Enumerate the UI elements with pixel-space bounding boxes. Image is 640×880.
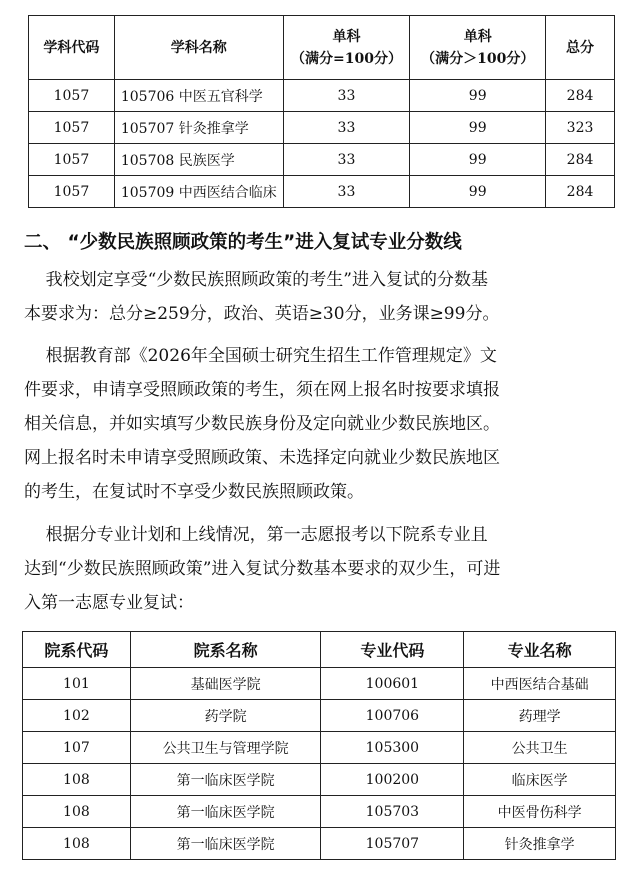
cell-single-100: 33 — [283, 80, 410, 112]
cell-total: 284 — [546, 144, 615, 176]
cell-dept-code: 108 — [23, 796, 131, 828]
section-heading: 二、 “少数民族照顾政策的考生”进入复试专业分数线 — [24, 232, 462, 253]
paragraph-line: 我校划定享受“少数民族照顾政策的考生”进入复试的分数基 — [24, 270, 488, 290]
cell-single-100: 33 — [283, 176, 410, 208]
cell-dept-code: 107 — [23, 732, 131, 764]
score-table — [28, 15, 615, 208]
cell-subject-code: 1057 — [29, 176, 115, 208]
table-row — [23, 796, 616, 828]
header-dept-name: 院系名称 — [130, 632, 321, 668]
cell-dept-name: 药学院 — [130, 700, 321, 732]
cell-major-name: 针灸推拿学 — [464, 828, 616, 860]
cell-major-code: 100601 — [321, 668, 464, 700]
cell-single-over-100: 99 — [410, 112, 546, 144]
header-total: 总分 — [546, 16, 615, 80]
cell-dept-name: 第一临床医学院 — [130, 764, 321, 796]
cell-major-code: 105300 — [321, 732, 464, 764]
table-row — [29, 176, 615, 208]
cell-subject-name: 105709 中西医结合临床 — [114, 176, 283, 208]
cell-major-code: 105707 — [321, 828, 464, 860]
paragraph-line: 根据分专业计划和上线情况，第一志愿报考以下院系专业且 — [24, 525, 488, 545]
paragraph-line: 件要求，申请享受照顾政策的考生，须在网上报名时按要求填报 — [24, 380, 500, 400]
cell-subject-name: 105708 民族医学 — [114, 144, 283, 176]
cell-subject-code: 1057 — [29, 144, 115, 176]
paragraph-line: 网上报名时未申请享受照顾政策、未选择定向就业少数民族地区 — [24, 448, 500, 468]
cell-single-over-100: 99 — [410, 144, 546, 176]
cell-subject-name: 105706 中医五官科学 — [114, 80, 283, 112]
cell-dept-name: 基础医学院 — [130, 668, 321, 700]
paragraph-line: 达到“少数民族照顾政策”进入复试分数基本要求的双少生，可进 — [24, 559, 501, 579]
header-major-name: 专业名称 — [464, 632, 616, 668]
cell-total: 323 — [546, 112, 615, 144]
cell-major-name: 公共卫生 — [464, 732, 616, 764]
paragraph-policy-rules — [24, 339, 616, 509]
cell-major-name: 药理学 — [464, 700, 616, 732]
header-single-100: 单科 （满分=100分） — [283, 16, 410, 80]
paragraph-line: 根据教育部《2026年全国硕士研究生招生工作管理规定》文 — [24, 346, 497, 366]
table-row — [29, 112, 615, 144]
paragraph-eligible-programs — [24, 518, 616, 620]
table-row — [23, 828, 616, 860]
header-subject-code: 学科代码 — [29, 16, 115, 80]
cell-major-code: 105703 — [321, 796, 464, 828]
cell-single-over-100: 99 — [410, 80, 546, 112]
cell-subject-name: 105707 针灸推拿学 — [114, 112, 283, 144]
cell-dept-name: 公共卫生与管理学院 — [130, 732, 321, 764]
table-row — [23, 764, 616, 796]
table-row — [23, 732, 616, 764]
cell-subject-code: 1057 — [29, 80, 115, 112]
program-table — [22, 631, 616, 860]
cell-dept-code: 108 — [23, 764, 131, 796]
cell-total: 284 — [546, 176, 615, 208]
cell-single-100: 33 — [283, 112, 410, 144]
cell-major-code: 100200 — [321, 764, 464, 796]
table-row — [23, 668, 616, 700]
program-table-header-row — [23, 632, 616, 668]
cell-single-over-100: 99 — [410, 176, 546, 208]
header-dept-code: 院系代码 — [23, 632, 131, 668]
score-table-header-row — [29, 16, 615, 80]
header-major-code: 专业代码 — [321, 632, 464, 668]
cell-major-name: 中医骨伤科学 — [464, 796, 616, 828]
cell-dept-code: 102 — [23, 700, 131, 732]
cell-major-name: 中西医结合基础 — [464, 668, 616, 700]
paragraph-line: 相关信息，并如实填写少数民族身份及定向就业少数民族地区。 — [24, 414, 500, 434]
paragraph-line: 入第一志愿专业复试： — [24, 593, 194, 613]
cell-single-100: 33 — [283, 144, 410, 176]
table-row — [29, 80, 615, 112]
header-single-over-100: 单科 （满分＞100分） — [410, 16, 546, 80]
cell-total: 284 — [546, 80, 615, 112]
table-row — [23, 700, 616, 732]
table-row — [29, 144, 615, 176]
paragraph-line: 的考生，在复试时不享受少数民族照顾政策。 — [24, 482, 364, 502]
paragraph-line: 本要求为：总分≥259分，政治、英语≥30分，业务课≥99分。 — [24, 304, 500, 324]
cell-major-name: 临床医学 — [464, 764, 616, 796]
cell-dept-name: 第一临床医学院 — [130, 828, 321, 860]
cell-major-code: 100706 — [321, 700, 464, 732]
cell-dept-code: 101 — [23, 668, 131, 700]
cell-dept-code: 108 — [23, 828, 131, 860]
cell-dept-name: 第一临床医学院 — [130, 796, 321, 828]
header-subject-name: 学科名称 — [114, 16, 283, 80]
paragraph-score-requirement — [24, 263, 616, 331]
cell-subject-code: 1057 — [29, 112, 115, 144]
